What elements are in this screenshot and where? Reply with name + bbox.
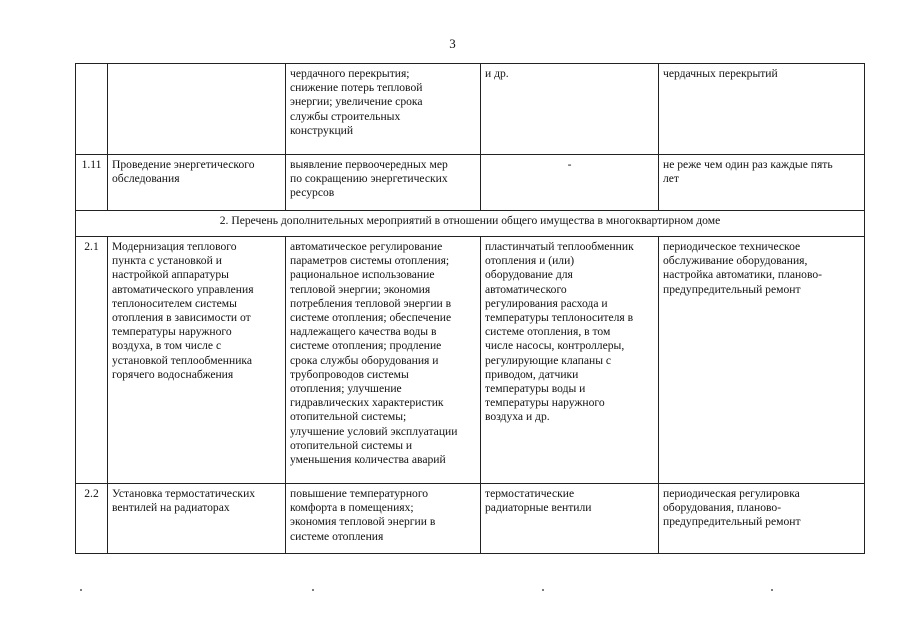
cell-line: отопительной системы и: [290, 438, 413, 452]
cell-line: предупредительный ремонт: [663, 282, 801, 296]
service-cell: [659, 237, 865, 484]
cell-line: службы строительных: [290, 109, 401, 123]
cell-line: периодическая регулировка: [663, 487, 800, 500]
cell-line: лет: [663, 172, 679, 186]
row-number-cell: 1.11: [76, 155, 108, 211]
cell-line: выявление первоочередных мер: [290, 158, 448, 171]
measure-name-cell: [108, 484, 286, 554]
cell-line: воздуха, в том числе с: [112, 339, 222, 353]
scan-dot: [312, 589, 314, 591]
cell-line: настройкой аппаратуры: [112, 268, 229, 282]
cell-line: надлежащего качества воды в: [290, 325, 437, 339]
cell-line: улучшение условий эксплуатации: [290, 424, 458, 438]
cell-line: отопительной системы;: [290, 410, 407, 424]
cell-line: отопления и (или): [485, 254, 575, 268]
cell-line: обследования: [112, 172, 180, 186]
cell-line: комфорта в помещениях;: [290, 501, 414, 515]
cell-line: не реже чем один раз каждые пять: [663, 158, 833, 171]
cell-line: отопления; улучшение: [290, 382, 402, 396]
cell-line: регулирующие клапаны с: [485, 353, 612, 367]
cell-line: температуры воды и: [485, 382, 586, 396]
service-cell: [659, 64, 865, 155]
cell-line: пункта с установкой и: [112, 254, 222, 268]
cell-line: системе отопления: [290, 529, 384, 543]
table-row: [76, 484, 865, 554]
measure-goal-cell: [286, 484, 481, 554]
cell-line: уменьшения количества аварий: [290, 453, 446, 467]
cell-line: автоматическое регулирование: [290, 240, 443, 253]
cell-line: системе отопления; продление: [290, 339, 442, 353]
cell-line: температуры теплоносителя в: [485, 311, 634, 325]
cell-line: установкой теплообменника: [112, 353, 252, 367]
equipment-cell: [481, 484, 659, 554]
scan-dot: [80, 589, 82, 591]
scan-dot: [771, 589, 773, 591]
cell-line: экономия тепловой энергии в: [290, 515, 436, 529]
cell-line: регулирования расхода и: [485, 296, 608, 310]
cell-line: Установка термостатических: [112, 487, 256, 500]
cell-line: системе отопления; обеспечение: [290, 311, 452, 325]
cell-line: радиаторные вентили: [485, 501, 592, 515]
section-title: 2. Перечень дополнительных мероприятий в отношении общего имущества в многоквартирном доме: [76, 211, 865, 237]
measure-goal-cell: [286, 237, 481, 484]
cell-line: потребления тепловой энергии в: [290, 296, 452, 310]
cell-line: чердачных перекрытий: [663, 67, 778, 80]
row-number-cell: 2.2: [76, 484, 108, 554]
cell-line: температуры наружного: [485, 396, 605, 410]
cell-line: пластинчатый теплообменник: [485, 240, 634, 253]
cell-line: приводом, датчики: [485, 367, 579, 381]
scan-marks: [0, 589, 905, 595]
measures-table: [75, 63, 865, 554]
cell-line: обслуживание оборудования,: [663, 254, 808, 268]
cell-line: Модернизация теплового: [112, 240, 237, 253]
cell-line: предупредительный ремонт: [663, 515, 801, 529]
service-cell: [659, 484, 865, 554]
cell-line: рациональное использование: [290, 268, 435, 282]
cell-line: отопления в зависимости от: [112, 311, 251, 325]
cell-line: вентилей на радиаторах: [112, 501, 230, 515]
cell-line: гидравлических характеристик: [290, 396, 444, 410]
table-row: [76, 155, 865, 211]
cell-line: -: [567, 158, 572, 171]
cell-line: воздуха и др.: [485, 410, 550, 424]
cell-line: энергии; увеличение срока: [290, 95, 423, 109]
cell-line: по сокращению энергетических: [290, 172, 448, 186]
cell-line: срока службы оборудования и: [290, 353, 439, 367]
table-row: [76, 64, 865, 155]
cell-line: настройка автоматики, планово-: [663, 268, 823, 282]
cell-line: температуры наружного: [112, 325, 232, 339]
cell-line: Проведение энергетического: [112, 158, 255, 171]
measure-name-cell: [108, 155, 286, 211]
cell-line: и др.: [485, 67, 509, 80]
scan-dot: [542, 589, 544, 591]
cell-line: термостатические: [485, 487, 575, 500]
section-row: [76, 211, 865, 237]
equipment-cell: [481, 64, 659, 155]
cell-line: чердачного перекрытия;: [290, 67, 410, 80]
service-cell: [659, 155, 865, 211]
equipment-cell: [481, 155, 659, 211]
row-number-cell: 2.1: [76, 237, 108, 484]
cell-line: тепловой энергии; экономия: [290, 282, 431, 296]
cell-line: системе отопления, в том: [485, 325, 611, 339]
cell-line: горячего водоснабжения: [112, 367, 234, 381]
cell-line: ресурсов: [290, 186, 335, 200]
row-number-cell: [76, 64, 108, 155]
cell-line: повышение температурного: [290, 487, 429, 500]
cell-line: оборудование для: [485, 268, 573, 282]
cell-line: трубопроводов системы: [290, 367, 409, 381]
cell-line: оборудования, планово-: [663, 501, 782, 515]
cell-line: конструкций: [290, 123, 354, 137]
equipment-cell: [481, 237, 659, 484]
measure-name-cell: [108, 64, 286, 155]
page-number: 3: [449, 36, 456, 51]
measure-name-cell: [108, 237, 286, 484]
cell-line: автоматического управления: [112, 282, 254, 296]
measure-goal-cell: [286, 64, 481, 155]
cell-line: теплоносителем системы: [112, 296, 237, 310]
cell-line: автоматического: [485, 282, 567, 296]
measure-goal-cell: [286, 155, 481, 211]
cell-line: снижение потерь тепловой: [290, 81, 423, 95]
cell-line: числе насосы, контроллеры,: [485, 339, 625, 353]
table-row: [76, 237, 865, 484]
cell-line: периодическое техническое: [663, 240, 801, 253]
cell-line: параметров системы отопления;: [290, 254, 450, 268]
